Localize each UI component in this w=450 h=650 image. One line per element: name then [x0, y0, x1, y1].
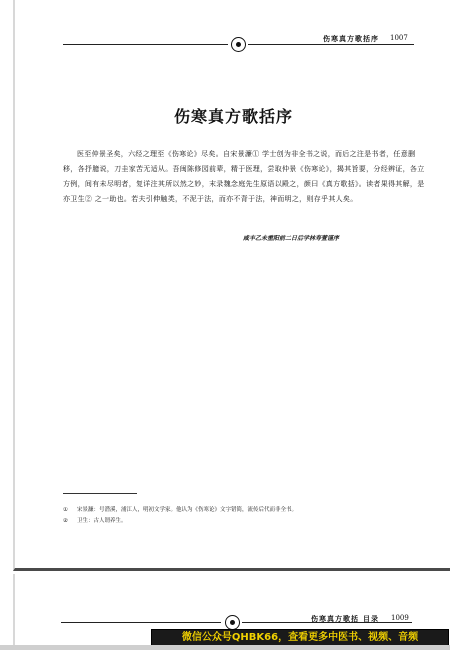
footnote-rule — [63, 493, 137, 494]
header-rule-left — [63, 44, 228, 45]
emblem-icon — [225, 615, 240, 630]
emblem-icon — [231, 37, 246, 52]
document-page — [13, 0, 450, 571]
header-rule-right — [248, 44, 414, 45]
running-header-title: 伤寒真方歌括 — [311, 614, 359, 623]
page-title: 伤寒真方歌括序 — [173, 107, 293, 126]
page-number: 1009 — [391, 614, 409, 622]
preface-body: 医至仲景圣矣，六经之理至《伤寒论》尽矣。自宋景濂① 学士创为非全书之说，而后之注是书者，任意删移，各抒臆说，刀圭家苦无适从。吾闽陈修园前辈，精于医理，尝取仲景《伤寒论》，揭其旨要，分经辨证，各立方例，间有未尽明者，复详注其所以然之妙，末录魏念庭先生原语以殿之，颜曰《真方歌括》。读者果得其解，是亦卫生② 之一助也。若夫引伸触类，不泥于法，而亦不背于法，神而明之，则存乎其人矣。 — [63, 150, 425, 203]
footnote-text: 卫生：古人谓养生。 — [77, 518, 127, 524]
footnote-2 — [63, 516, 127, 524]
footnote-1 — [63, 505, 297, 513]
viewer-bottom-bar — [0, 645, 450, 650]
page-number: 1007 — [390, 34, 408, 42]
footnote-mark: ② — [63, 518, 68, 524]
footnote-text: 宋景濂：号潜溪，浦江人，明初文学家。他认为《伤寒论》文字错简，流传后代而非全书。 — [77, 507, 298, 513]
running-header-section: 目录 — [363, 614, 379, 623]
header-rule-left — [61, 622, 221, 623]
footnote-mark: ① — [63, 507, 68, 513]
signature: 咸丰乙未重阳前二日后学林寿萱谨序 — [243, 235, 340, 242]
watermark-banner: 微信公众号QHBK66，查看更多中医书、视频、音频 — [151, 629, 449, 647]
running-header-title: 伤寒真方歌括序 — [323, 34, 379, 43]
